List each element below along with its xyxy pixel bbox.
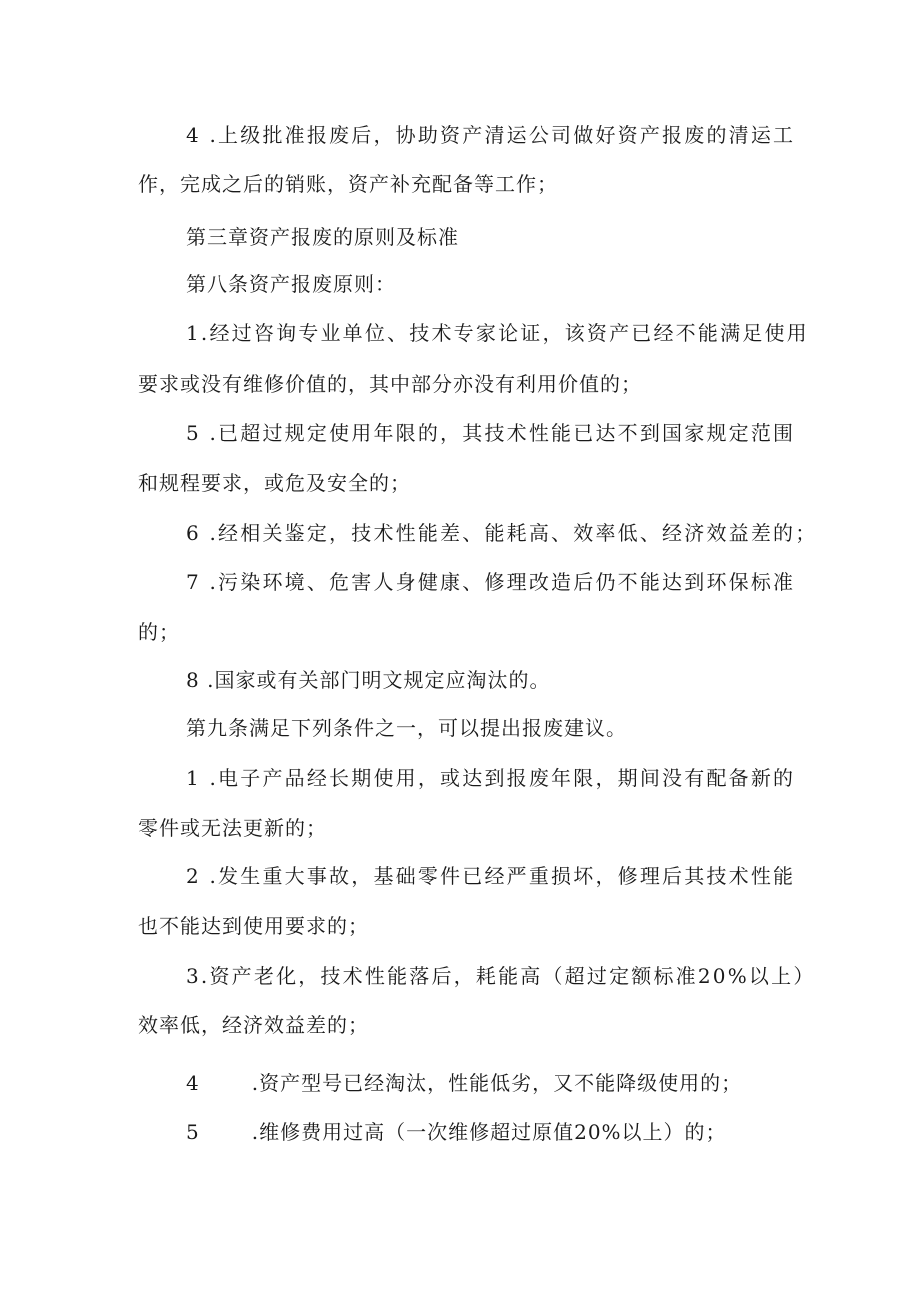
paragraph-line: 和规程要求，或危及安全的； bbox=[138, 471, 411, 495]
list-item bbox=[186, 1120, 727, 1144]
paragraph-line: 3.资产老化，技术性能落后，耗能高（超过定额标准20%以上） bbox=[186, 964, 816, 988]
list-item-number: 4 bbox=[186, 1071, 200, 1095]
paragraph-line: 5 .已超过规定使用年限的，其技术性能已达不到国家规定范围 bbox=[186, 421, 796, 445]
list-item-text: .维修费用过高（一次维修超过原值20%以上）的； bbox=[251, 1120, 727, 1144]
paragraph-line: 6 .经相关鉴定，技术性能差、能耗高、效率低、经济效益差的； bbox=[186, 521, 818, 545]
paragraph-line: 的； bbox=[138, 620, 180, 644]
paragraph-line: 也不能达到使用要求的； bbox=[138, 914, 369, 938]
paragraph-line: 2 .发生重大事故，基础零件已经严重损坏，修理后其技术性能 bbox=[186, 864, 796, 888]
paragraph-line: 零件或无法更新的； bbox=[138, 816, 327, 840]
chapter-heading: 第三章资产报废的原则及标准 bbox=[186, 225, 459, 249]
list-item bbox=[186, 1071, 742, 1095]
paragraph-line: 作，完成之后的销账，资产补充配备等工作； bbox=[138, 172, 558, 196]
paragraph-line: 7 .污染环境、危害人身健康、修理改造后仍不能达到环保标准 bbox=[186, 570, 796, 594]
paragraph-line: 要求或没有维修价值的，其中部分亦没有利用价值的； bbox=[138, 372, 642, 396]
list-item-number: 5 bbox=[186, 1120, 200, 1144]
article-heading: 第九条满足下列条件之一，可以提出报废建议。 bbox=[186, 716, 627, 740]
list-item-text: .资产型号已经淘汰，性能低劣，又不能降级使用的； bbox=[251, 1071, 743, 1095]
paragraph-line: 效率低，经济效益差的； bbox=[138, 1013, 369, 1037]
paragraph-line: 1 .电子产品经长期使用，或达到报废年限，期间没有配备新的 bbox=[186, 766, 796, 790]
paragraph-line: 8 .国家或有关部门明文规定应淘汰的。 bbox=[186, 668, 551, 692]
article-heading: 第八条资产报废原则： bbox=[186, 272, 396, 296]
paragraph-line: 1.经过咨询专业单位、技术专家论证，该资产已经不能满足使用 bbox=[186, 321, 809, 345]
paragraph-line: 4 .上级批准报废后，协助资产清运公司做好资产报废的清运工 bbox=[186, 123, 796, 147]
